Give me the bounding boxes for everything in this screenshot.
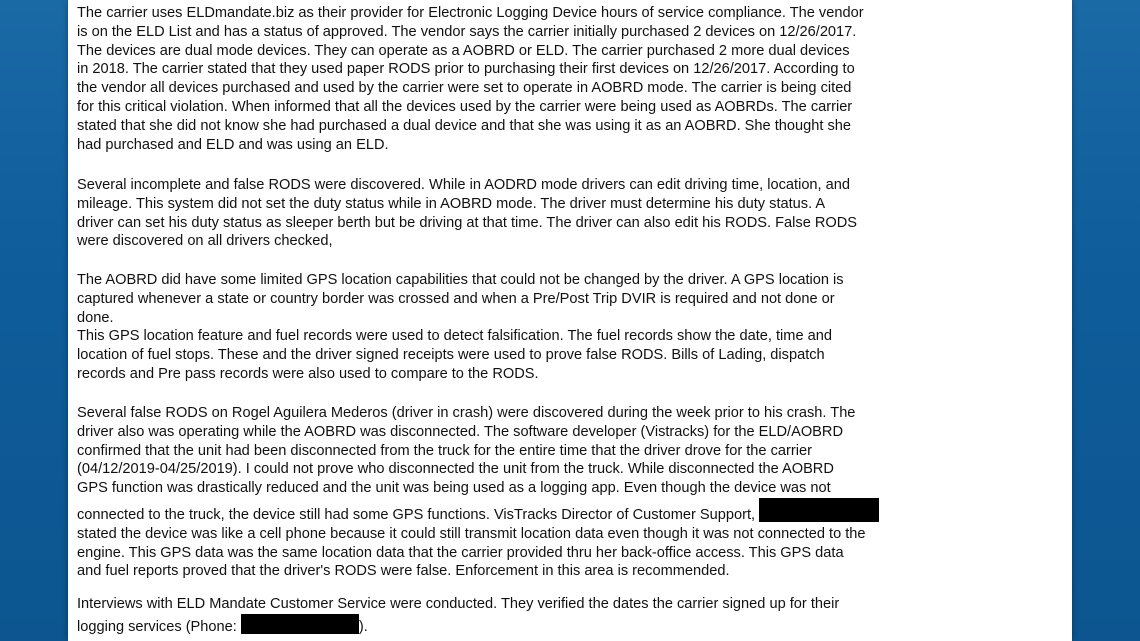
text-line: confirmed that the unit had been disconnected from the truck for the entire time that the driver drove for the carrier	[77, 442, 812, 459]
text-line: engine. This GPS data was the same location data that the carrier provided thru her back-office access. This GPS data	[77, 544, 844, 561]
text-line: captured whenever a state or country border was crossed and when a Pre/Post Trip DVIR is required and not done or	[77, 290, 835, 307]
paragraph-interviews	[77, 595, 1037, 637]
text-line: stated that she did not know she had purchased a dual device and that she was using it as an AOBRD. She thought she	[77, 117, 851, 134]
text-line: Several incomplete and false RODS were discovered. While in AODRD mode drivers can edit driving time, location, and	[77, 177, 851, 193]
text-line: for this critical violation. When informed that all the devices used by the carrier were being used as AOBRDs. The carrier	[77, 98, 853, 115]
text-line: is on the ELD List and has a status of approved. The vendor says the carrier initially purchased 2 devices on 12/26/2017.	[77, 23, 857, 40]
text-line: This GPS location feature and fuel records were used to detect falsification. The fuel records show the date, time and	[77, 328, 832, 345]
text-line	[77, 614, 1037, 637]
text-line: mileage. This system did not set the duty status while in AOBRD mode. The driver must determine his duty status. A	[77, 195, 826, 212]
text-line: the vendor all devices purchased and used by the carrier were set to operate in AOBRD mode. The carrier is being cited	[77, 80, 852, 97]
redaction-block	[241, 614, 359, 634]
text-line: The devices are dual mode devices. They can operate as a AOBRD or ELD. The carrier purchased 2 more dual devices	[77, 42, 850, 59]
text-line: had purchased and ELD and was using an ELD.	[77, 136, 389, 153]
paragraph-gps-location	[77, 271, 1037, 384]
text-line: done.	[77, 309, 114, 326]
text-line: stated the device was like a cell phone because it could still transmit location data even though it was not connected to the	[77, 525, 866, 542]
paragraph-eld-provider	[77, 4, 1037, 154]
text-line: driver can set his duty status as sleeper berth but be driving at that time. The driver can also edit his RODS. False RODS	[77, 214, 858, 231]
text-line: records and Pre pass records were also used to compare to the RODS.	[77, 365, 539, 382]
text-line: Several false RODS on Rogel Aguilera Mederos (driver in crash) were discovered during the week prior to his crash. The	[77, 405, 856, 421]
background-right	[1072, 0, 1140, 641]
text-line	[77, 498, 1037, 525]
document-page	[68, 0, 1072, 641]
text-line: The carrier uses ELDmandate.biz as their provider for Electronic Logging Device hours of service compliance. The vendor	[77, 5, 864, 21]
text-line: location of fuel stops. These and the driver signed receipts were used to prove false RODS. Bills of Lading, dispatch	[77, 347, 825, 364]
text-line: The AOBRD did have some limited GPS location capabilities that could not be changed by the driver. A GPS location is	[77, 272, 844, 288]
text-line: Interviews with ELD Mandate Customer Service were conducted. They verified the dates the carrier signed up for their	[77, 596, 840, 612]
text-fragment: logging services (Phone:	[77, 618, 237, 635]
redaction-block	[759, 498, 879, 522]
paragraph-driver-crash	[77, 404, 1037, 581]
text-fragment: connected to the truck, the device still had some GPS functions. VisTracks Director of Customer Support,	[77, 506, 756, 523]
text-line: (04/12/2019-04/25/2019). I could not prove who disconnected the unit from the truck. While disconnected the AOBRD	[77, 461, 834, 478]
text-line: were discovered on all drivers checked,	[77, 233, 333, 250]
background-left	[0, 0, 68, 641]
text-line: driver also was operating while the AOBRD was disconnected. The software developer (Vistracks) for the ELD/AOBRD	[77, 423, 843, 440]
paragraph-false-rods	[77, 176, 1037, 251]
text-line: and fuel reports proved that the driver's RODS were false. Enforcement in this area is recommended.	[77, 563, 730, 580]
text-line: GPS function was drastically reduced and the unit was being used as a logging app. Even though the device was not	[77, 480, 831, 497]
text-fragment: ).	[358, 618, 368, 635]
text-line: in 2018. The carrier stated that they used paper RODS prior to purchasing their first devices on 12/26/2017. According to	[77, 61, 855, 78]
